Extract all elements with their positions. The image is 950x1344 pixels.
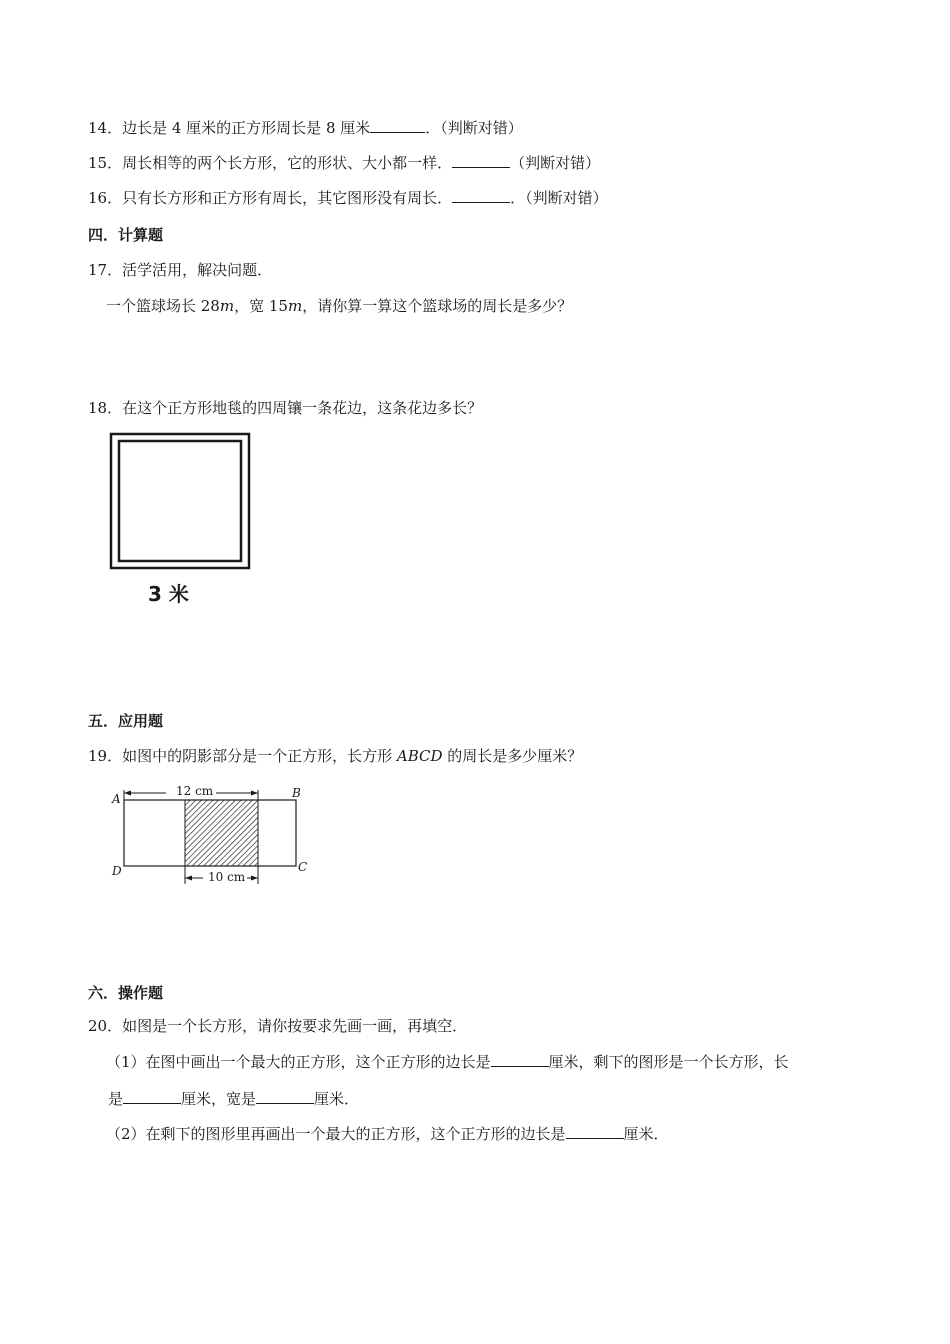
- question-text: 活学活用，解决问题．: [122, 261, 273, 279]
- question-17-body: [106, 296, 572, 316]
- question-15: [88, 153, 600, 173]
- body-text: ，宽 15: [234, 297, 288, 315]
- question-text: 在这个正方形地毯的四周镶一条花边，这条花边多长？: [122, 399, 483, 417]
- question-number: 20．: [88, 1017, 123, 1035]
- question-19: [88, 746, 582, 766]
- carpet-inner-border: [119, 441, 241, 561]
- question-number: 16．: [88, 189, 123, 207]
- rectangle-name: ABCD: [396, 747, 443, 765]
- dim-arrow: [185, 876, 192, 881]
- unit-m: m: [219, 297, 235, 315]
- question-20-part-2: [106, 1124, 669, 1144]
- question-text: 周长相等的两个长方形，它的形状、大小都一样．: [122, 154, 453, 172]
- question-number: 15．: [88, 154, 123, 172]
- carpet-outer-border: [111, 434, 249, 568]
- question-number: 18．: [88, 399, 123, 417]
- carpet-figure: [108, 430, 254, 610]
- dim-arrow: [124, 791, 131, 796]
- question-number: 17．: [88, 261, 123, 279]
- dim-arrow: [251, 791, 258, 796]
- question-20-part-1-cont: [108, 1089, 359, 1109]
- answer-blank[interactable]: [452, 153, 510, 168]
- question-number: 14．: [88, 119, 123, 137]
- carpet-side-label: 3 米: [148, 582, 189, 606]
- section-heading-calculation: 四．计算题: [88, 226, 164, 244]
- part-text: 厘米，宽是: [181, 1090, 257, 1108]
- answer-blank[interactable]: [452, 188, 510, 203]
- question-text: 如图中的阴影部分是一个正方形，长方形: [122, 747, 397, 765]
- dim-label-bottom: 10 cm: [208, 870, 246, 884]
- rectangle-abcd-figure: [108, 780, 308, 888]
- part-text: 厘米，剩下的图形是一个长方形，长: [548, 1053, 789, 1071]
- question-14: [88, 118, 523, 138]
- section-heading-operation: 六．操作题: [88, 984, 164, 1002]
- vertex-label-d: D: [112, 864, 122, 878]
- question-text: 边长是 4 厘米的正方形周长是 8 厘米: [122, 119, 371, 137]
- question-suffix: （判断对错）: [510, 154, 601, 172]
- shaded-square: [185, 800, 258, 866]
- dim-arrow: [251, 876, 258, 881]
- vertex-label-b: B: [292, 786, 301, 800]
- question-20: [88, 1016, 467, 1036]
- vertex-label-a: A: [112, 792, 121, 806]
- part-text: 厘米．: [623, 1125, 669, 1143]
- question-text: 只有长方形和正方形有周长，其它图形没有周长．: [122, 189, 453, 207]
- part-text: 是: [108, 1090, 124, 1108]
- part-text: （2）在剩下的图形里再画出一个最大的正方形，这个正方形的边长是: [106, 1125, 566, 1143]
- answer-blank[interactable]: [370, 118, 425, 133]
- vertex-label-c: C: [298, 860, 308, 874]
- body-text: 一个篮球场长 28: [106, 297, 220, 315]
- answer-blank-second-square[interactable]: [566, 1124, 624, 1139]
- question-18: [88, 398, 482, 418]
- answer-blank-square-side[interactable]: [491, 1052, 549, 1067]
- part-text: 厘米．: [314, 1090, 360, 1108]
- question-17: [88, 260, 272, 280]
- question-text: 的周长是多少厘米？: [442, 747, 583, 765]
- question-16: [88, 188, 608, 208]
- question-suffix: ．（判断对错）: [425, 119, 523, 137]
- dim-label-top: 12 cm: [176, 784, 214, 798]
- question-20-part-1: [106, 1052, 789, 1072]
- answer-blank-length[interactable]: [123, 1089, 181, 1104]
- part-text: （1）在图中画出一个最大的正方形，这个正方形的边长是: [106, 1053, 491, 1071]
- question-suffix: ．（判断对错）: [510, 189, 608, 207]
- question-number: 19．: [88, 747, 123, 765]
- answer-blank-width[interactable]: [256, 1089, 314, 1104]
- question-text: 如图是一个长方形，请你按要求先画一画，再填空．: [122, 1017, 468, 1035]
- section-heading-application: 五．应用题: [88, 712, 164, 730]
- unit-m: m: [287, 297, 303, 315]
- body-text: ，请你算一算这个篮球场的周长是多少？: [302, 297, 573, 315]
